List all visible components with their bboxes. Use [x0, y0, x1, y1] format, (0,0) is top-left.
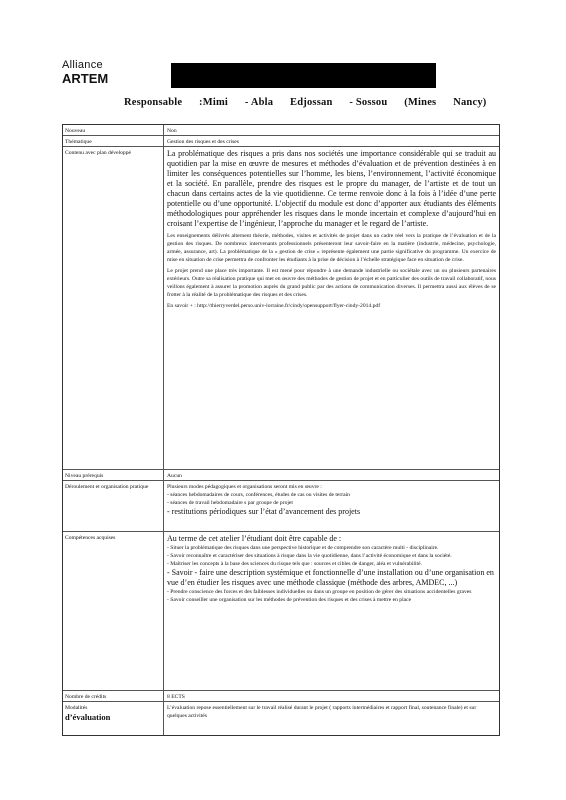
table-row-prerequis: [63, 470, 499, 481]
row-label: Déroulement et organisation pratique: [63, 481, 164, 531]
row-label-line: Modalités: [65, 705, 88, 711]
value-line: - Maîtriser les concepts à la base des sciences du risque tels que : sources et cibles de danger, aléa et vulnérabilité.: [167, 561, 422, 567]
responsable-label: Responsable: [124, 97, 183, 108]
row-value: 8 ECTS: [167, 694, 185, 700]
responsable-part: (Mines: [404, 97, 437, 108]
row-value: [164, 532, 499, 690]
content-paragraph: Les enseignements délivrés alternent théorie, méthodes, visites et activités de projet dans un cadre réel vers la pratique de l’évaluation et de la gestion des risques. De nombreux intervenants professionnels présenteront leur savoir-faire en la matière (industrie, médecine, psychologie, armée, assurance, art). La problématique de la « gestion de crise » représente également une partie significative du programme. Un exercice de mise en situation de crise permettra de confronter les étudiants à la prise de décision à l’échelle stratégique face en situation de crise.: [167, 233, 496, 263]
value-line: - séances hebdomadaires de cours, conférences, études de cas ou visites de terrain: [167, 492, 350, 498]
table-row-credits: [63, 691, 499, 702]
content-paragraph: Le projet prend une place très importante. Il est mené pour répondre à une demande industrielle ou sociétale avec un ou plusieurs partenaires extérieurs. Outre sa réalisation pratique qui met en œuvre des méthodes de gestion de projet et en particulier des outils de travail collaboratif, nous veillons également à assurer la promotion auprès du grand public par des actions de communication diverses. Il permettra aussi aux élèves de se frotter à la réalité de la problématique des risques et des crises.: [167, 268, 496, 298]
row-label: Contenu avec plan développé: [63, 147, 164, 469]
value-line: Plusieurs modes pédagogiques et organisations seront mis en œuvre :: [167, 484, 322, 490]
row-label: Compétences acquises: [63, 532, 164, 690]
row-label: Nombre de crédits: [63, 691, 164, 701]
table-row-modalites: [63, 702, 499, 736]
value-line: L’évaluation repose essentiellement sur le travail réalisé durant le projet ( rapports intermédiaires et rapport final, soutenance finale) et sur quelques activités: [167, 705, 477, 719]
content-paragraph: La problématique des risques a pris dans nos sociétés une importance considérable qui se traduit au quotidien par la mise en œuvre de mesures et méthodes d’évaluation et de prévention destinées à en limiter les conséquences potentielles sur l’homme, les biens, l’environnement, l’activité économique et la société. En parallèle, prendre des risques est le propre du manager, de l’artiste et de tout un chacun dans certains actes de la vie quotidienne. Ce terme renvoie donc à la fois à l’idée d’une perte potentielle ou d’une opportunité. L’objectif du module est donc d’apporter aux étudiants des éléments méthodologiques pour appréhender les risques dans le monde incertain et complexe d’aujourd’hui en croisant l’expertise de l’ingénieur, l’approche du manager et le regard de l’artiste.: [167, 149, 496, 228]
table-row-nouveau: [63, 125, 499, 136]
redacted-title-bar: [171, 63, 436, 88]
course-table: [62, 124, 500, 736]
row-value: [164, 702, 499, 736]
value-line: - Savoir reconnaître et caractériser des situations à risque dans la vie quotidienne, dans l’activité économique et dans la société.: [167, 553, 452, 559]
value-line: Au terme de cet atelier l’étudiant doit être capable de :: [167, 534, 342, 543]
responsable-part: Nancy): [453, 97, 487, 108]
table-row-competences: [63, 532, 499, 691]
row-label: [63, 702, 164, 736]
row-label: Niveau prérequis: [63, 470, 164, 480]
responsable-part: - Sossou: [349, 97, 388, 108]
responsable-part: Edjossan: [290, 97, 333, 108]
row-value: Aucun: [167, 473, 182, 479]
value-line: - restitutions périodiques sur l’état d’avancement des projets: [167, 507, 361, 516]
row-value: [164, 147, 499, 469]
value-line: - Savoir - faire une description systémique et fonctionnelle d’une installation ou d’une organisation en vue d’en étudier les risques avec une méthode classique (méthode des arbres, AMDEC, ...): [167, 568, 494, 587]
responsable-part: :Mimi: [199, 97, 229, 108]
value-line: - Savoir conseiller une organisation sur les méthodes de prévention des risques et des crises à mettre en place: [167, 597, 412, 603]
value-line: - Situer la problématique des risques dans une perspective historique et de comprendre son caractère multi - disciplinaire.: [167, 545, 439, 551]
responsable-line: [124, 97, 500, 108]
row-value: Gestion des risques et des crises: [167, 139, 239, 145]
logo-line-alliance: Alliance: [62, 59, 103, 71]
responsable-part: - Abla: [244, 97, 274, 108]
row-label-line: d’évaluation: [65, 712, 111, 722]
row-value: Non: [167, 128, 177, 134]
table-row-contenu: [63, 147, 499, 470]
row-value: [164, 481, 499, 531]
more-info-link[interactable]: En savoir + : http://thierryverdel.perso.univ-lorraine.fr/cindy/opensupport/flyer-cindy-2014.pdf: [167, 303, 381, 309]
table-row-thematique: [63, 136, 499, 147]
value-line: - Prendre conscience des forces et des faiblesses individuelles ou dans un groupe en position de gérer des situations accidentelles graves: [167, 589, 472, 595]
value-line: - séances de travail hebdomadaire s par groupe de projet: [167, 500, 293, 506]
alliance-artem-logo: [62, 60, 108, 85]
logo-line-artem: ARTEM: [62, 71, 109, 86]
row-label: Nouveau: [63, 125, 164, 135]
table-row-deroulement: [63, 481, 499, 532]
row-label: Thématique: [63, 136, 164, 146]
